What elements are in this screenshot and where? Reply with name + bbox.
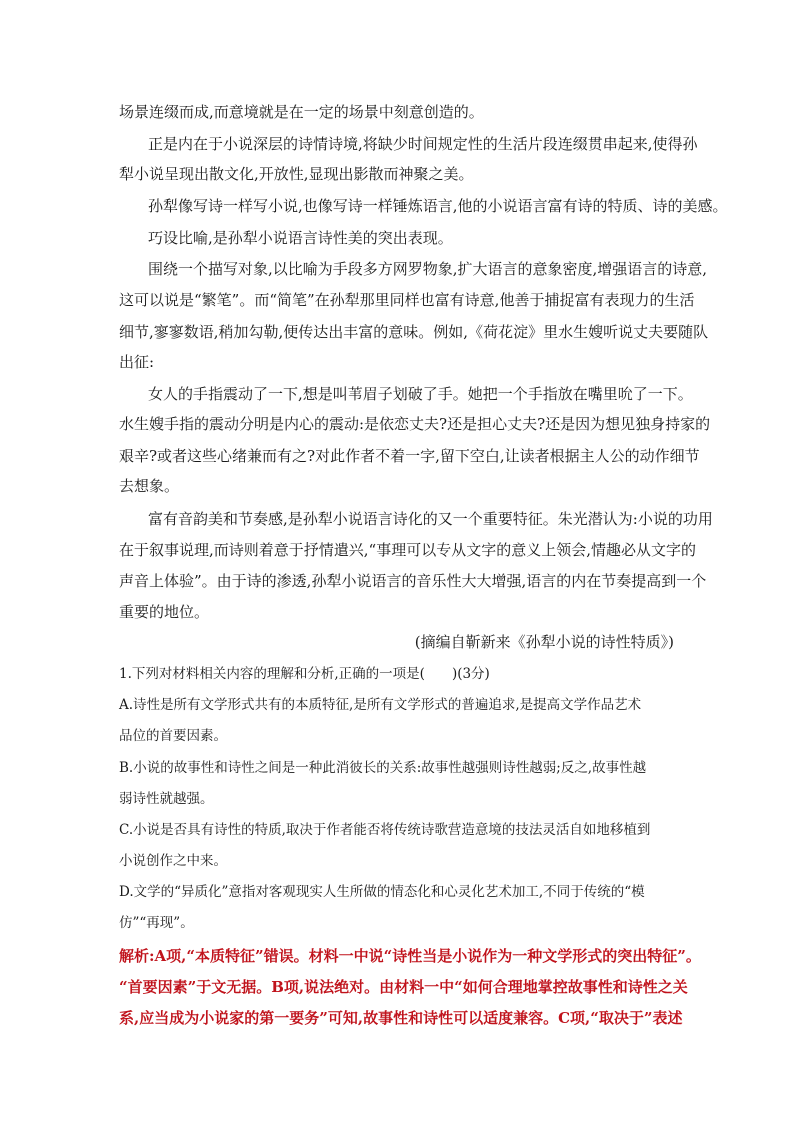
body-line: 正是内在于小说深层的诗情诗境,将缺少时间规定性的生活片段连缀贯串起来,使得孙 <box>148 135 698 153</box>
body-line: 巧设比喻,是孙犁小说语言诗性美的突出表现。 <box>148 229 453 247</box>
option-c: C.小说是否具有诗性的特质,取决于作者能否将传统诗歌营造意境的技法灵活自如地移植到 <box>119 822 651 838</box>
analysis-line: “首要因素”于文无据。B项,说法绝对。由材料一中“如何合理地掌控故事性和诗性之关 <box>119 978 688 996</box>
body-line: 出征: <box>119 353 155 371</box>
option-a-cont: 品位的首要因素。 <box>119 728 227 744</box>
body-line: 犁小说呈现出散文化,开放性,显现出影散而神聚之美。 <box>119 165 474 183</box>
option-b-cont: 弱诗性就越强。 <box>119 791 214 807</box>
quote-line: 女人的手指震动了一下,想是叫苇眉子划破了手。她把一个手指放在嘴里吮了一下。 <box>148 385 693 403</box>
body-line: 水生嫂手指的震动分明是内心的震动:是依恋丈夫?还是担心丈夫?还是因为想见独身持家的 <box>119 415 711 433</box>
body-line: 在于叙事说理,而诗则着意于抒情遣兴,“事理可以专从文字的意义上领会,情趣必从文字的 <box>119 541 696 559</box>
body-line: 富有音韵美和节奏感,是孙犁小说语言诗化的又一个重要特征。朱光潜认为:小说的功用 <box>148 510 713 528</box>
option-d: D.文学的“异质化”意指对客观现实人生所做的情态化和心灵化艺术加工,不同于传统的“模 <box>119 884 645 900</box>
analysis-line <box>119 946 701 966</box>
body-line: 孙犁像写诗一样写小说,也像写诗一样锤炼语言,他的小说语言富有诗的特质、诗的美感。 <box>148 197 728 215</box>
body-line: 艰辛?或者这些心绪兼而有之?对此作者不着一字,留下空白,让读者根据主人公的动作细节 <box>119 447 700 465</box>
body-line: 围绕一个描写对象,以比喻为手段多方网罗物象,扩大语言的意象密度,增强语言的诗意, <box>148 260 708 278</box>
body-line: 细节,寥寥数语,稍加勾勒,便传达出丰富的意味。例如,《荷花淀》里水生嫂听说丈夫要随队 <box>119 323 709 341</box>
body-line: 声音上体验”。由于诗的渗透,孙犁小说语言的音乐性大大增强,语言的内在节奏提高到一个 <box>119 572 707 590</box>
body-line: 重要的地位。 <box>119 603 210 621</box>
option-a: A.诗性是所有文学形式共有的本质特征,是所有文学形式的普遍追求,是提高文学作品艺术 <box>119 697 642 713</box>
option-b: B.小说的故事性和诗性之间是一种此消彼长的关系:故事性越强则诗性越弱;反之,故事性越 <box>119 760 647 776</box>
analysis-line: 系,应当成为小说家的第一要务”可知,故事性和诗性可以适度兼容。C项,“取决于”表述 <box>119 1009 683 1027</box>
analysis-text: A项,“本质特征”错误。材料一中说“诗性当是小说作为一种文学形式的突出特征”。 <box>154 947 701 965</box>
option-d-cont: 仿”“再现”。 <box>119 915 194 931</box>
body-line: 这可以说是“繁笔”。而“简笔”在孙犁那里同样也富有诗意,他善于捕捉富有表现力的生活 <box>119 291 695 309</box>
body-line: 去想象。 <box>119 477 180 495</box>
body-line: 场景连缀而成,而意境就是在一定的场景中刻意创造的。 <box>119 103 484 121</box>
analysis-label: 解析: <box>119 947 155 965</box>
source-citation: (摘编自靳新来《孙犁小说的诗性特质》) <box>414 633 674 651</box>
question-stem: 1.下列对材料相关内容的理解和分析,正确的一项是( )(3分) <box>119 666 490 682</box>
option-c-cont: 小说创作之中来。 <box>119 853 227 869</box>
